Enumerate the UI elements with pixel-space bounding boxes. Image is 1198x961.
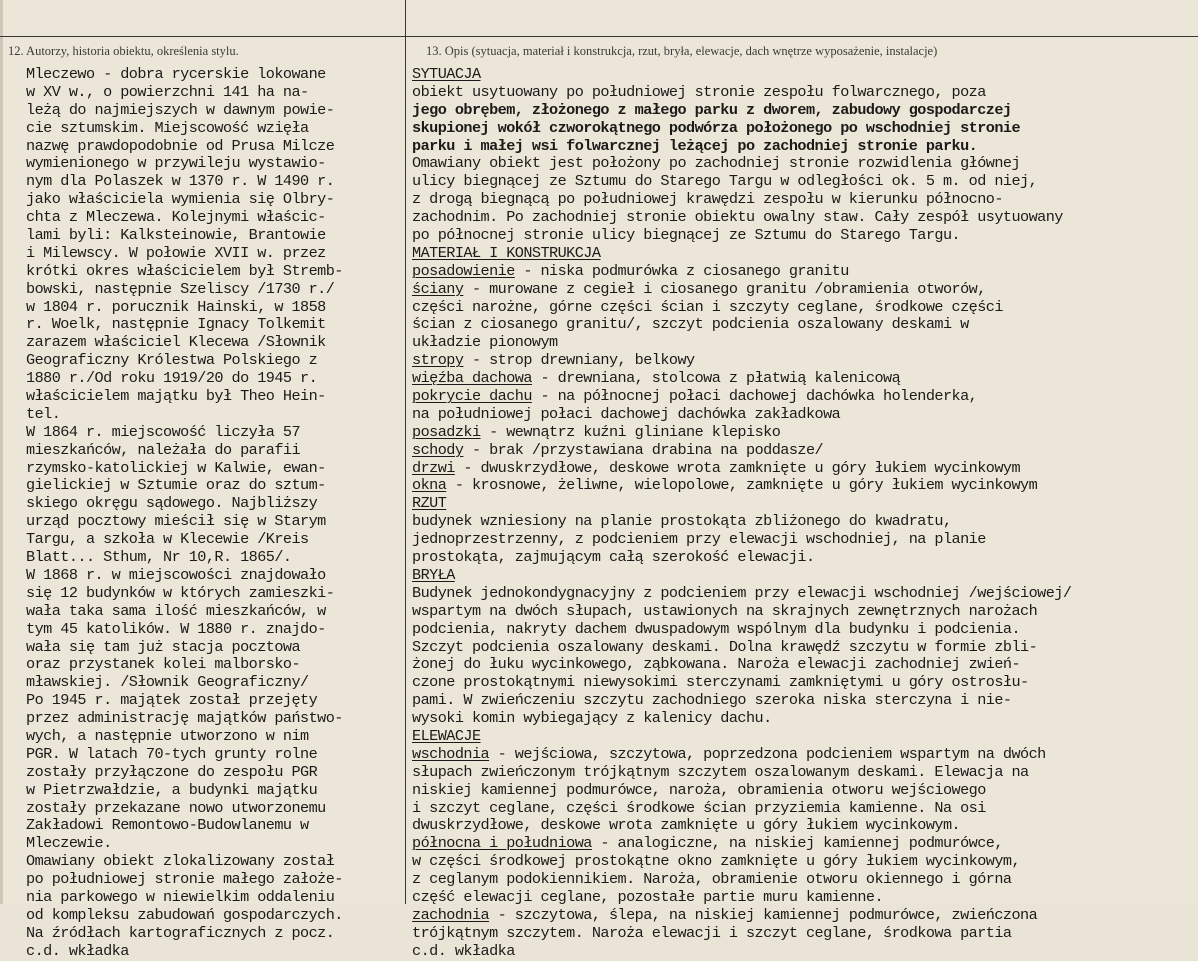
section-label: BRYŁA	[412, 565, 455, 584]
description-text: niskiej kamiennej podmurówce, naroża, obramienia otworu wejściowego	[412, 780, 986, 799]
section-label: RZUT	[412, 494, 447, 513]
description-line	[412, 692, 1196, 710]
description-line	[412, 209, 1196, 227]
description-text: jednoprzestrzenny, z podcieniem przy elewacji wschodniej, na planie	[412, 530, 986, 549]
description-text: - szczytowa, ślepa, na niskiej kamiennej podmurówce, zwieńczona	[489, 905, 1038, 924]
history-line: w 1804 r. porucznik Hainski, w 1858	[26, 297, 326, 316]
description-line	[412, 84, 1196, 102]
description-line	[412, 817, 1196, 835]
history-line: w Pietrzwałdzie, a budynki majątku	[26, 780, 318, 799]
description-line	[412, 245, 1196, 263]
history-line: lami byli: Kalksteinowie, Brantowie	[26, 226, 326, 245]
description-text: podcienia, nakryty dachem dwuspadowym wspólnym dla budynku i podcienia.	[412, 619, 1021, 638]
history-line: W 1868 r. w miejscowości znajdowało	[26, 565, 326, 584]
history-line: krótki okres właścicielem był Stremb-	[26, 261, 343, 280]
section-13-header: 13. Opis (sytuacja, materiał i konstrukcja, rzut, bryła, elewacje, dach wnętrze wyposażenie, instalacje)	[426, 44, 938, 58]
history-line: Targu, a szkoła w Klecewie /Kreis	[26, 530, 309, 549]
history-line: nia parkowego w niewielkim oddaleniu	[26, 887, 335, 906]
description-text: - dwuskrzydłowe, deskowe wrota zamknięte u góry łukiem wycinkowym	[454, 458, 1021, 477]
description-text: Szczyt podcienia oszalowany deskami. Dolna krawędź szczytu w formie zbli-	[412, 637, 1038, 656]
description-line	[412, 764, 1196, 782]
description-column	[412, 66, 1196, 961]
history-line: gielickiej w Sztumie oraz do sztum-	[26, 476, 326, 495]
history-line: wała się tam już stacja pocztowa	[26, 637, 301, 656]
description-line	[412, 674, 1196, 692]
description-text: - krosnowe, żeliwne, wielopolowe, zamknięte u góry łukiem wycinkowym	[446, 476, 1038, 495]
description-line	[412, 334, 1196, 352]
description-line	[412, 889, 1196, 907]
history-line: zostały przekazane nowo utworzonemu	[26, 798, 326, 817]
description-text: - na północnej połaci dachowej dachówka holenderka,	[531, 387, 978, 406]
description-line	[412, 424, 1196, 442]
description-line	[412, 710, 1196, 728]
history-line: r. Woelk, następnie Ignacy Tolkemit	[26, 315, 326, 334]
description-line	[412, 120, 1196, 138]
history-line: i Milewscy. W połowie XVII w. przez	[26, 243, 326, 262]
history-line: od kompleksu zabudowań gospodarczych.	[26, 905, 343, 924]
description-line	[412, 549, 1196, 567]
description-line	[412, 495, 1196, 513]
description-text: z ceglanym podokiennikiem. Naroża, obramienie otworu okiennego i górna	[412, 870, 1012, 889]
description-line	[412, 173, 1196, 191]
section-label: ściany	[412, 279, 464, 298]
history-line: oraz przystanek kolei malborsko-	[26, 655, 301, 674]
description-line	[412, 531, 1196, 549]
description-line	[412, 621, 1196, 639]
history-line: Zakładowi Remontowo-Budowlanemu w	[26, 816, 309, 835]
history-line: przez administrację majątków państwo-	[26, 709, 343, 728]
section-label: okna	[412, 476, 447, 495]
description-text: części narożne, górne części ścian i szczyty ceglane, środkowe części	[412, 297, 1003, 316]
description-line	[412, 746, 1196, 764]
history-line: rzymsko-katolickiej w Kalwie, ewan-	[26, 458, 326, 477]
description-text: trójkątnym szczytem. Naroża elewacji i szczyt ceglane, środkowa partia	[412, 923, 1012, 942]
description-line	[412, 263, 1196, 281]
history-line: mławskiej. /Słownik Geograficzny/	[26, 673, 309, 692]
description-text: Budynek jednokondygnacyjny z podcieniem przy elewacji wschodniej /wejściowej/	[412, 583, 1072, 602]
description-text: - strop drewniany, belkowy	[463, 351, 695, 370]
section-label: ELEWACJE	[412, 726, 481, 745]
description-text: - wewnątrz kuźni gliniane klepisko	[480, 422, 781, 441]
description-line	[412, 155, 1196, 173]
history-line: właścicielem majątku był Theo Hein-	[26, 387, 326, 406]
history-line: nym dla Polaszek w 1370 r. W 1490 r.	[26, 172, 335, 191]
description-text: zachodnim. Po zachodniej stronie obiektu owalny staw. Cały zespół usytuowany	[412, 208, 1063, 227]
description-line	[412, 513, 1196, 531]
description-text: czone prostokątnymi niewysokimi sterczynami zamkniętymi u góry ostrosłu-	[412, 673, 1029, 692]
history-line: chta z Mleczewa. Kolejnymi właścic-	[26, 208, 326, 227]
description-line	[412, 316, 1196, 334]
history-line: mieszkańców, należała do parafii	[26, 440, 301, 459]
description-text: skupionej wokół czworokątnego podwórza położonego po wschodniej stronie	[412, 118, 1021, 137]
column-divider	[405, 0, 406, 904]
history-line: jako właściciela wymienia się Olbry-	[26, 190, 335, 209]
description-line	[412, 656, 1196, 674]
history-line: tym 45 katolików. W 1880 r. znajdo-	[26, 619, 326, 638]
section-label: północna i południowa	[412, 834, 592, 853]
history-line: zostały przyłączone do zespołu PGR	[26, 762, 318, 781]
history-line: po południowej stronie małego założe-	[26, 870, 343, 889]
description-text: - wejściowa, szczytowa, poprzedzona podcieniem wspartym na dwóch	[489, 744, 1046, 763]
history-line: nazwę prawdopodobnie od Prusa Milcze	[26, 136, 335, 155]
description-text: - drewniana, stolcowa z płatwią kalenicową	[531, 369, 901, 388]
description-line	[412, 102, 1196, 120]
description-text: Omawiany obiekt jest położony po zachodniej stronie rozwidlenia głównej	[412, 154, 1021, 173]
section-label: schody	[412, 440, 464, 459]
history-line: skiego okręgu sądowego. Najbliższy	[26, 494, 318, 513]
history-line: bowski, następnie Szeliscy /1730 r./	[26, 279, 335, 298]
section-label: pokrycie dachu	[412, 387, 532, 406]
section-label: posadowienie	[412, 261, 515, 280]
description-line	[412, 66, 1196, 84]
description-text: ścian z ciosanego granitu/, szczyt podcienia oszalowany deskami w	[412, 315, 969, 334]
description-line	[412, 782, 1196, 800]
description-text: część elewacji ceglane, pozostałe partie muru kamienne.	[412, 887, 884, 906]
history-line: W 1864 r. miejscowość liczyła 57	[26, 422, 301, 441]
description-text: ulicy biegnącej ze Sztumu do Starego Targu w odległości ok. 5 m. od niej,	[412, 172, 1038, 191]
history-line: tel.	[26, 404, 61, 423]
header-rule	[0, 36, 1198, 37]
description-text: z drogą biegnącą po południowej krawędzi zespołu w kierunku północno-	[412, 190, 1003, 209]
description-line	[412, 943, 1196, 961]
history-line: 1880 r./Od roku 1919/20 do 1945 r.	[26, 369, 318, 388]
history-line: Blatt... Sthum, Nr 10,R. 1865/.	[26, 548, 292, 567]
description-line	[412, 835, 1196, 853]
description-line	[412, 138, 1196, 156]
description-text: wysoki komin wybiegający z kalenicy dachu.	[412, 709, 772, 728]
description-line	[412, 567, 1196, 585]
description-line	[412, 460, 1196, 478]
history-line: Po 1945 r. majątek został przejęty	[26, 691, 318, 710]
history-line: Na źródłach kartograficznych z pocz.	[26, 923, 335, 942]
section-label: więźba dachowa	[412, 369, 532, 388]
history-line: wymienionego w przywileju wystawio-	[26, 154, 326, 173]
history-line: wała taka sama ilość mieszkańców, w	[26, 601, 326, 620]
history-line: Geograficzny Królestwa Polskiego z	[26, 351, 318, 370]
page-edge	[0, 0, 3, 904]
description-text: dwuskrzydłowe, deskowe wrota zamknięte u góry łukiem wycinkowym.	[412, 816, 961, 835]
history-line: się 12 budynków w których zamieszki-	[26, 583, 335, 602]
description-line	[412, 800, 1196, 818]
description-line	[412, 603, 1196, 621]
description-text: pami. W zwieńczeniu szczytu zachodniego szeroka niska sterczyna i nie-	[412, 691, 1012, 710]
history-column	[26, 66, 400, 961]
description-text: na południowej połaci dachowej dachówka zakładkowa	[412, 404, 841, 423]
description-line	[412, 191, 1196, 209]
description-line	[412, 281, 1196, 299]
history-line: urząd pocztowy mieścił się w Starym	[26, 512, 326, 531]
history-line: leżą do najmiejszych w dawnym powie-	[26, 100, 335, 119]
description-text: budynek wzniesiony na planie prostokąta zbliżonego do kwadratu,	[412, 512, 952, 531]
section-label: drzwi	[412, 458, 455, 477]
description-text: - murowane z cegieł i ciosanego granitu /obramienia otworów,	[463, 279, 986, 298]
section-label: SYTUACJA	[412, 66, 481, 83]
description-line	[412, 442, 1196, 460]
description-text: słupach zwieńczonym trójkątnym szczytem oszalowanym deskami. Elewacja na	[412, 762, 1029, 781]
description-text: prostokąta, zajmującym całą szerokość elewacji.	[412, 548, 815, 567]
section-label: zachodnia	[412, 905, 490, 924]
description-text: - analogiczne, na niskiej kamiennej podmurówce,	[591, 834, 1003, 853]
description-line	[412, 871, 1196, 889]
description-line	[412, 728, 1196, 746]
description-line	[412, 853, 1196, 871]
description-line	[412, 352, 1196, 370]
history-line: w XV w., o powierzchni 141 ha na-	[26, 82, 309, 101]
description-line	[412, 406, 1196, 424]
history-line: wych, a następnie utworzono w nim	[26, 726, 309, 745]
description-line	[412, 227, 1196, 245]
description-line	[412, 477, 1196, 495]
history-line: cie sztumskim. Miejscowość wzięła	[26, 118, 309, 137]
description-text: wspartym na dwóch słupach, ustawionych na skrajnych zewnętrznych narożach	[412, 601, 1038, 620]
history-line: PGR. W latach 70-tych grunty rolne	[26, 744, 318, 763]
description-text: - niska podmurówka z ciosanego granitu	[514, 261, 849, 280]
description-text: układzie pionowym	[412, 333, 558, 352]
description-line	[412, 585, 1196, 603]
description-text: żonej do łuku wycinkowego, ząbkowana. Naroża elewacji zachodniej zwień-	[412, 655, 1021, 674]
description-text: c.d. wkładka	[412, 941, 515, 960]
description-text: - brak /przystawiana drabina na poddasze/	[463, 440, 824, 459]
section-12-header: 12. Autorzy, historia obiektu, określenia stylu.	[8, 44, 239, 58]
description-text: parku i małej wsi folwarcznej leżącej po zachodniej stronie parku.	[412, 136, 978, 155]
description-line	[412, 299, 1196, 317]
description-line	[412, 388, 1196, 406]
history-line: Mleczewo - dobra rycerskie lokowane	[26, 66, 326, 83]
description-text: i szczyt ceglane, części środkowe ścian przyziemia kamienne. Na osi	[412, 798, 986, 817]
history-line: c.d. wkładka	[26, 941, 129, 960]
description-text: jego obrębem, złożonego z małego parku z dworem, zabudowy gospodarczej	[412, 100, 1012, 119]
description-line	[412, 925, 1196, 943]
description-text: obiekt usytuowany po południowej stronie zespołu folwarcznego, poza	[412, 82, 986, 101]
section-label: MATERIAŁ I KONSTRUKCJA	[412, 243, 601, 262]
history-line: Omawiany obiekt zlokalizowany został	[26, 852, 335, 871]
description-text: w części środkowej prostokątne okno zamknięte u góry łukiem wycinkowym,	[412, 852, 1021, 871]
section-label: posadzki	[412, 422, 481, 441]
section-label: stropy	[412, 351, 464, 370]
description-text: po północnej stronie ulicy biegnącej ze Sztumu do Starego Targu.	[412, 226, 961, 245]
description-line	[412, 907, 1196, 925]
history-line: zarazem właściciel Klecewa /Słownik	[26, 333, 326, 352]
description-line	[412, 370, 1196, 388]
history-line: Mleczewie.	[26, 834, 112, 853]
description-line	[412, 639, 1196, 657]
section-label: wschodnia	[412, 744, 490, 763]
